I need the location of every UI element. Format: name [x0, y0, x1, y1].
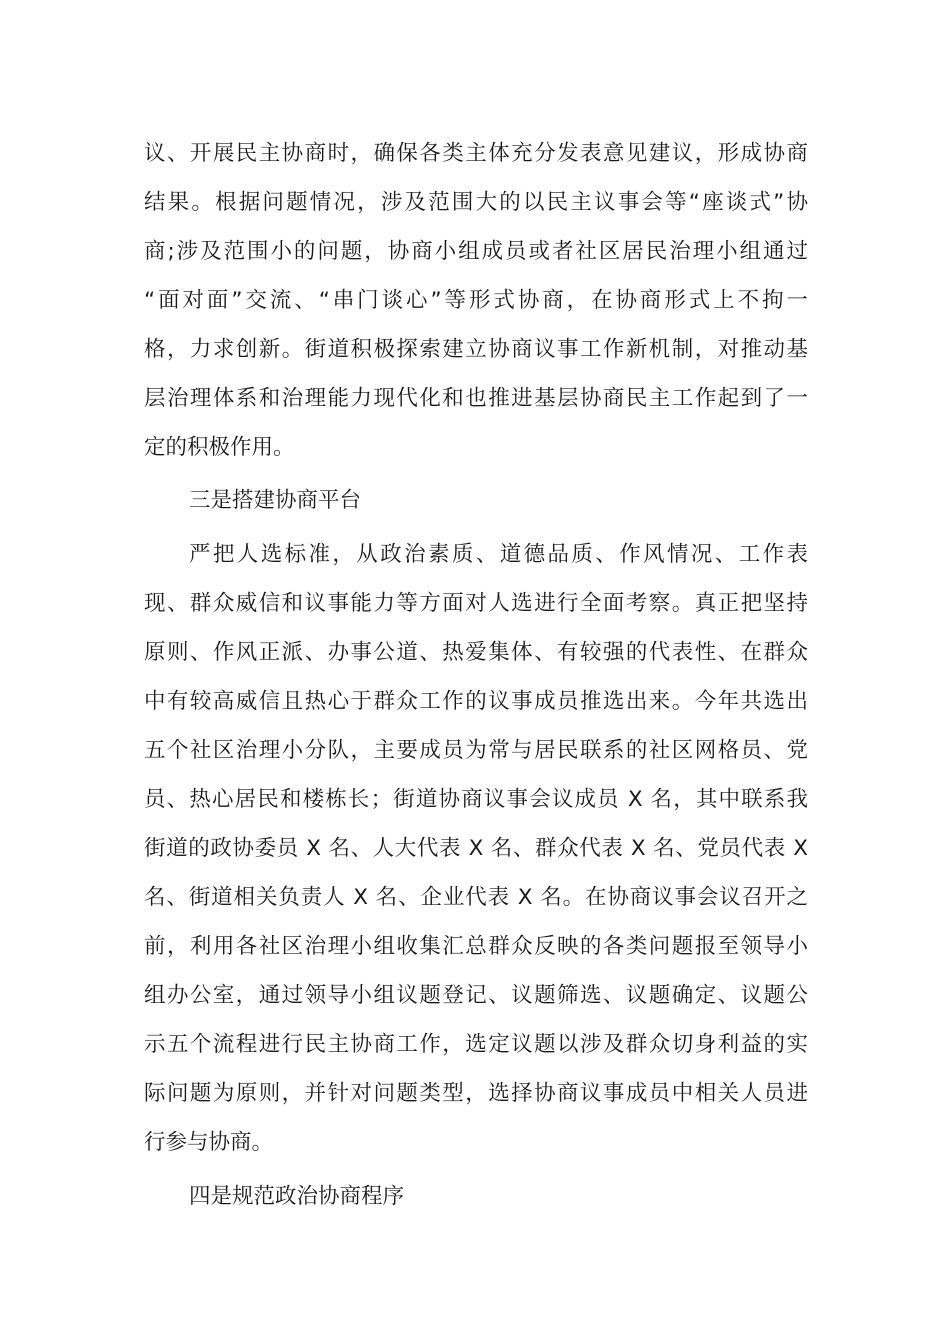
section-heading-3: 三是搭建协商平台	[189, 488, 362, 513]
paragraph-1-line-1: 议、开展民主协商时，确保各类主体充分发表意见建议，形成协商	[144, 141, 808, 166]
paragraph-2-line-4: 中有较高威信且热心于群众工作的议事成员推选出来。今年共选出	[144, 689, 808, 714]
paragraph-2-line-7: 街道的政协委员 X 名、人大代表 X 名、群众代表 X 名、党员代表 X	[144, 836, 808, 861]
paragraph-2-line-8: 名、街道相关负责人 X 名、企业代表 X 名。在协商议事会议召开之	[144, 885, 808, 910]
paragraph-1-line-7: 定的积极作用。	[144, 435, 295, 460]
paragraph-2-line-5: 五个社区治理小分队，主要成员为常与居民联系的社区网格员、党	[144, 738, 808, 763]
paragraph-2-line-6: 员、热心居民和楼栋长；街道协商议事会议成员 X 名，其中联系我	[144, 787, 808, 812]
paragraph-1-line-6: 层治理体系和治理能力现代化和也推进基层协商民主工作起到了一	[144, 386, 808, 411]
paragraph-2-line-13: 行参与协商。	[144, 1130, 274, 1155]
paragraph-2-line-10: 组办公室，通过领导小组议题登记、议题筛选、议题确定、议题公	[144, 983, 808, 1008]
paragraph-2-line-1: 严把人选标准，从政治素质、道德品质、作风情况、工作表	[189, 542, 808, 567]
paragraph-1-line-5: 格，力求创新。街道积极探索建立协商议事工作新机制，对推动基	[144, 337, 808, 362]
section-heading-4: 四是规范政治协商程序	[189, 1184, 405, 1209]
paragraph-1-line-3: 商;涉及范围小的问题，协商小组成员或者社区居民治理小组通过	[144, 239, 808, 264]
paragraph-2-line-2: 现、群众威信和议事能力等方面对人选进行全面考察。真正把坚持	[144, 591, 808, 616]
paragraph-2-line-9: 前，利用各社区治理小组收集汇总群众反映的各类问题报至领导小	[144, 934, 808, 959]
paragraph-2-line-3: 原则、作风正派、办事公道、热爱集体、有较强的代表性、在群众	[144, 640, 808, 665]
paragraph-1-line-4: “面对面”交流、“串门谈心”等形式协商，在协商形式上不拘一	[144, 288, 808, 313]
paragraph-2-line-11: 示五个流程进行民主协商工作，选定议题以涉及群众切身利益的实	[144, 1032, 808, 1057]
paragraph-1-line-2: 结果。根据问题情况，涉及范围大的以民主议事会等“座谈式”协	[144, 190, 808, 215]
paragraph-2-line-12: 际问题为原则，并针对问题类型，选择协商议事成员中相关人员进	[144, 1081, 808, 1106]
